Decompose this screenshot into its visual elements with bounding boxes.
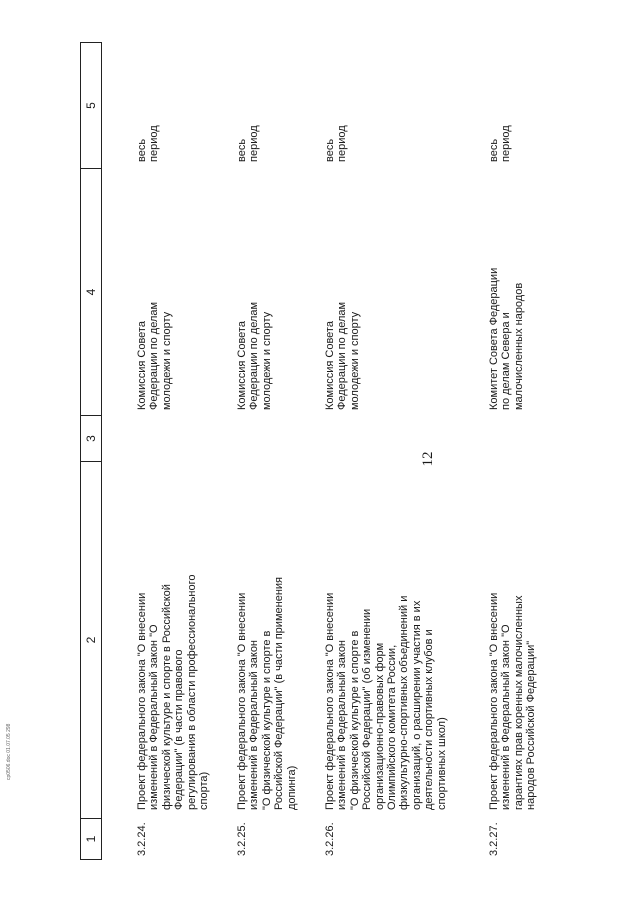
row-period: весь период (236, 125, 261, 162)
row-description: Проект федерального закона "О внесении изменений в Федеральный закон "О гарантиях прав коренных малочисленных народов Российской Федерации" (488, 592, 538, 810)
rotated-page (80, 40, 640, 860)
row-period: весь период (488, 125, 513, 162)
row-description: Проект федерального закона "О внесении изменений в Федеральный закон "О физической культуре и спорте в Российской Федерации" (в части применения допинга) (236, 577, 298, 810)
row-period: весь период (324, 125, 349, 162)
table-header (80, 42, 102, 860)
row-number: 3.2.27. (488, 822, 500, 856)
row-number: 3.2.24. (136, 822, 148, 856)
file-footnote: ср0506.doc 01.07.05 298 (6, 723, 12, 780)
header-col-3: 3 (81, 416, 101, 462)
row-description: Проект федерального закона "О внесении изменений в Федеральный закон "О физической культуре и спорте в Российской Федерации" (об изменении организационно-правовых форм Олимпийского комитета России, физкультурно-спортивных объединений и организаций, о расширении участия в их деятельности спортивных клубов и спортивных школ) (324, 592, 448, 810)
row-responsible: Комиссия Совета Федерации по делам молодежи и спорту (236, 301, 273, 410)
header-col-1: 1 (84, 835, 98, 843)
row-responsible: Комиссия Совета Федерации по делам молодежи и спорту (136, 301, 173, 410)
row-number: 3.2.25. (236, 822, 248, 856)
row-responsible: Комитет Совета Федерации по делам Севера и малочисленных народов (488, 267, 525, 410)
header-col-4: 4 (81, 169, 101, 416)
page-number: 12 (420, 451, 436, 467)
row-number: 3.2.26. (324, 822, 336, 856)
row-responsible: Комиссия Совета Федерации по делам молодежи и спорту (324, 301, 361, 410)
row-period: весь период (136, 125, 161, 162)
header-col-5: 5 (81, 43, 101, 169)
row-description: Проект федерального закона "О внесении изменений в Федеральный закон "О физической культуре и спорте в Российской Федерации" (в части правового регулирования в области профессионального спорта) (136, 574, 211, 810)
header-col-2: 2 (81, 462, 101, 819)
